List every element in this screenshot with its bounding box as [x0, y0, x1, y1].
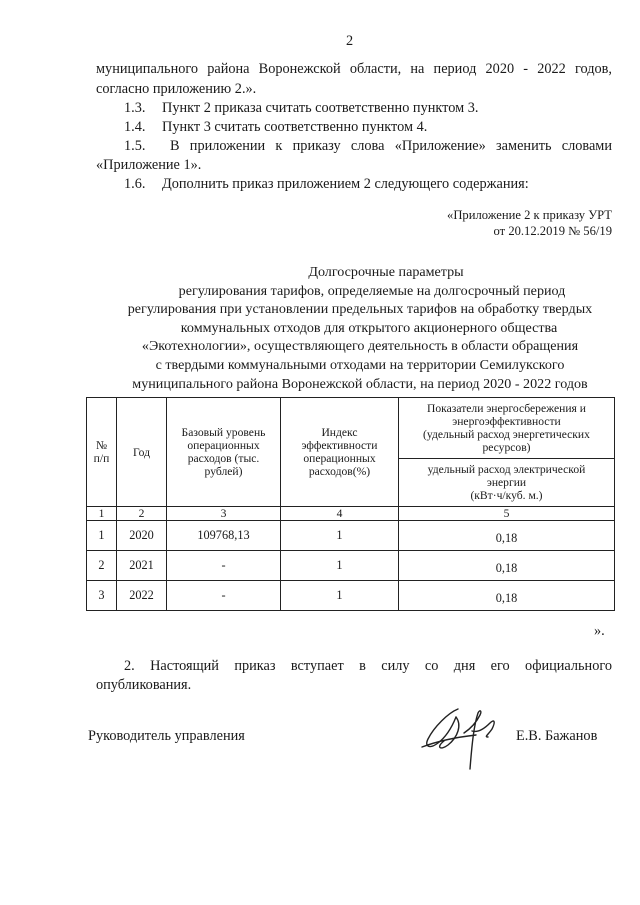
column-number: 2: [117, 507, 167, 521]
heading-line-6: с твердыми коммунальными отходами на территории Семилукского: [155, 356, 565, 373]
heading-line-2: регулирования тарифов, определяемые на долгосрочный период: [178, 282, 566, 299]
appendix-heading: [60, 263, 640, 393]
row-energy-rate: 0,18: [399, 551, 615, 581]
item-1-3-text: Пункт 2 приказа считать соответственно пунктом 3.: [162, 100, 479, 116]
item-1-5-text: В приложении к приказу слова «Приложение» заменить словами: [170, 138, 612, 154]
header-energy-indicators: Показатели энергосбережения и энергоэффективности (удельный расход энергетических ресурсов): [399, 398, 615, 459]
column-number: 4: [281, 507, 399, 521]
heading-line-5: «Экотехнологии», осуществляющего деятельность в области обращения: [141, 338, 579, 355]
row-year: 2022: [117, 581, 167, 611]
intro-line-1: муниципального района Воронежской области, на период 2020 - 2022 годов,: [96, 61, 612, 77]
header-base-opex: Базовый уровень операционных расходов (тыс. рублей): [167, 398, 281, 507]
point-2-line-1: 2. Настоящий приказ вступает в силу со дня его официального: [124, 658, 612, 674]
closing-quote: ».: [594, 623, 605, 639]
signature-stroke: [440, 717, 459, 748]
table-row: [87, 521, 615, 551]
appendix-ref-line-2: от 20.12.2019 № 56/19: [493, 224, 612, 238]
signatory-name: Е.В. Бажанов: [516, 728, 598, 744]
row-year: 2020: [117, 521, 167, 551]
row-base-opex: -: [167, 581, 281, 611]
appendix-ref-line-1: «Приложение 2 к приказу УРТ: [447, 208, 612, 222]
table-row: [87, 581, 615, 611]
row-efficiency-index: 1: [281, 551, 399, 581]
item-1-5-continuation: «Приложение 1».: [96, 157, 202, 173]
item-1-6-number: 1.6.: [124, 176, 146, 192]
column-number: 1: [87, 507, 117, 521]
signatory-title: Руководитель управления: [88, 728, 245, 744]
item-1-3-number: 1.3.: [124, 100, 146, 116]
header-number: № п/п: [87, 398, 117, 507]
column-number: 3: [167, 507, 281, 521]
item-1-6-text: Дополнить приказ приложением 2 следующего содержания:: [162, 176, 529, 192]
table-row: [87, 551, 615, 581]
heading-line-1: Долгосрочные параметры: [308, 264, 464, 280]
point-2-line-2: опубликования.: [96, 677, 192, 693]
header-year: Год: [117, 398, 167, 507]
intro-line-2: согласно приложению 2.».: [96, 81, 257, 97]
row-energy-rate: 0,18: [399, 581, 615, 611]
row-efficiency-index: 1: [281, 581, 399, 611]
item-1-4-text: Пункт 3 считать соответственно пунктом 4.: [162, 119, 428, 135]
column-number: 5: [399, 507, 615, 521]
signature-stroke: [422, 735, 476, 747]
row-number: 3: [87, 581, 117, 611]
row-year: 2021: [117, 551, 167, 581]
signature-stroke: [464, 711, 481, 769]
row-base-opex: 109768,13: [167, 521, 281, 551]
heading-line-7: муниципального района Воронежской области, на период 2020 - 2022 годов: [132, 375, 588, 392]
header-electric-energy-rate: удельный расход электрической энергии (кВт·ч/куб. м.): [399, 459, 615, 507]
row-energy-rate: 0,18: [399, 521, 615, 551]
item-1-5-number: 1.5.: [124, 138, 146, 154]
item-1-4-number: 1.4.: [124, 119, 146, 135]
row-base-opex: -: [167, 551, 281, 581]
column-number-row: [87, 507, 615, 521]
heading-line-3: регулирования при установлении предельных тарифов на обработку твердых: [127, 301, 593, 318]
row-efficiency-index: 1: [281, 521, 399, 551]
row-number: 2: [87, 551, 117, 581]
page-number: 2: [346, 33, 354, 49]
tariff-parameters-table: [86, 397, 615, 611]
handwritten-signature: [418, 703, 514, 775]
heading-line-4: коммунальных отходов для открытого акционерного общества: [180, 319, 558, 336]
row-number: 1: [87, 521, 117, 551]
header-efficiency-index: Индекс эффективности операционных расходов(%): [281, 398, 399, 507]
